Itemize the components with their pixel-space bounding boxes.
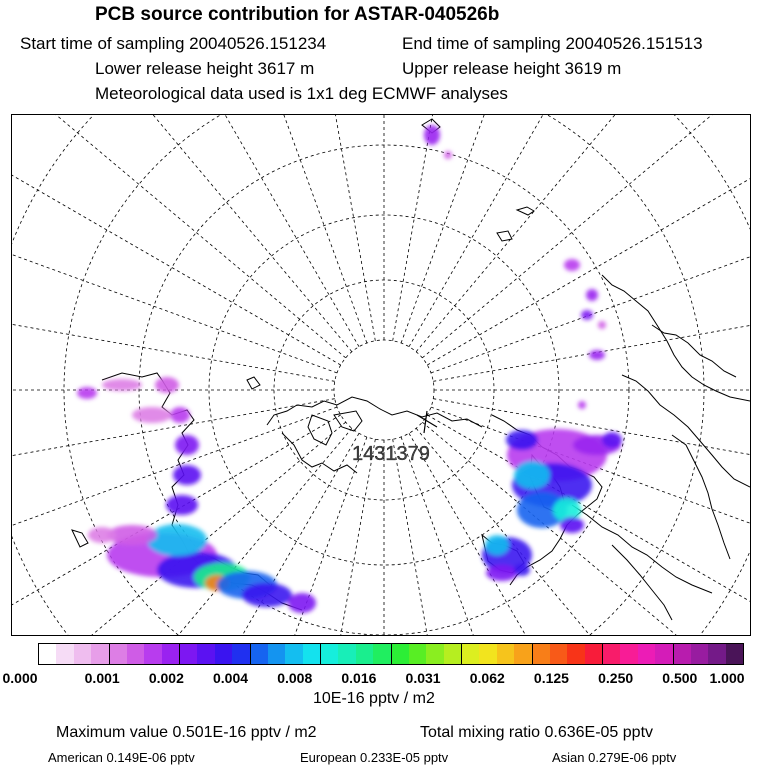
colorbar-segment [144, 644, 161, 664]
colorbar-segment [620, 644, 637, 664]
meridian-line [401, 115, 692, 343]
polar-map [12, 115, 750, 635]
colorbar-segment [514, 644, 532, 664]
colorbar-segment [285, 644, 302, 664]
colorbar-segment [462, 644, 479, 664]
plume-cell [88, 527, 116, 543]
colorbar-unit-label: 10E-16 pptv / m2 [313, 690, 435, 707]
latitude-circle [334, 340, 434, 440]
plume-cell [242, 583, 292, 607]
colorbar-segment [603, 644, 620, 664]
plume-cell [77, 387, 97, 399]
colorbar-segment [708, 644, 725, 664]
american-contribution: American 0.149E-06 pptv [48, 750, 195, 765]
receptor-point-label: 1431379 [352, 443, 430, 465]
plume-cell [514, 564, 530, 576]
plume-cell [589, 350, 605, 360]
plume-cell [506, 430, 538, 450]
colorbar-tick-label: 0.250 [598, 670, 634, 686]
asian-contribution: Asian 0.279E-06 pptv [552, 750, 677, 765]
colorbar-segment [373, 644, 391, 664]
colorbar-segment [268, 644, 285, 664]
plume-cell [514, 461, 550, 489]
colorbar-segment [426, 644, 443, 664]
colorbar-segment [356, 644, 373, 664]
colorbar-tick-label: 0.062 [469, 670, 505, 686]
maximum-value: Maximum value 0.501E-16 pptv / m2 [56, 724, 317, 741]
plume-cell [175, 435, 199, 455]
colorbar-segment [338, 644, 355, 664]
colorbar-segment [674, 644, 691, 664]
colorbar-segment [479, 644, 496, 664]
colorbar-segment [251, 644, 268, 664]
plume-cell [147, 524, 207, 556]
meridian-line [228, 115, 376, 341]
colorbar-segment [567, 644, 584, 664]
plume-cell [578, 401, 586, 409]
meridian-line [12, 115, 341, 365]
colorbar-segment [197, 644, 214, 664]
plume-cell [486, 565, 518, 581]
colorbar [38, 643, 744, 665]
plume-cell [166, 495, 198, 515]
meridian-line [422, 115, 750, 358]
european-contribution: European 0.233E-05 pptv [300, 750, 449, 765]
colorbar-segment [691, 644, 708, 664]
colorbar-segment [162, 644, 180, 664]
colorbar-segment [497, 644, 514, 664]
plume-cell [564, 259, 580, 271]
colorbar-tick-label: 1.000 [709, 670, 745, 686]
plume-cell [586, 289, 598, 301]
plot-title: PCB source contribution for ASTAR-040526b [95, 4, 500, 25]
plume-cell [424, 125, 440, 145]
sampling-end-time: End time of sampling 20040526.151513 [402, 34, 703, 53]
colorbar-segment [56, 644, 73, 664]
colorbar-segment [39, 644, 56, 664]
colorbar-segment [655, 644, 673, 664]
plume-cell [155, 377, 179, 393]
colorbar-segment [91, 644, 109, 664]
sampling-start-time: Start time of sampling 20040526.151234 [20, 34, 327, 53]
plume-cell [132, 407, 172, 423]
meridian-line [433, 234, 750, 382]
plume-cell [560, 517, 584, 533]
colorbar-tick-label: 0.000 [2, 670, 38, 686]
colorbar-tick-label: 0.002 [148, 670, 184, 686]
colorbar-segment [321, 644, 338, 664]
colorbar-segment [585, 644, 603, 664]
meridian-line [427, 115, 750, 365]
colorbar-segment [127, 644, 144, 664]
colorbar-tick-label: 0.500 [662, 670, 698, 686]
plume-cell [444, 151, 452, 159]
plume-cell [288, 593, 316, 613]
polar-map-panel[interactable] [11, 114, 751, 636]
meteorological-data-note: Meteorological data used is 1x1 deg ECMWF analyses [95, 84, 508, 103]
colorbar-tick-label: 0.016 [341, 670, 377, 686]
plume-cell [102, 379, 142, 391]
colorbar-tick-label: 0.008 [277, 670, 313, 686]
meridian-line [393, 115, 541, 341]
meridian-line [12, 115, 352, 352]
colorbar-segment [74, 644, 91, 664]
colorbar-tick-label: 0.001 [84, 670, 120, 686]
plume-cell [602, 432, 622, 448]
meridian-line [409, 115, 750, 347]
plume-cell [581, 310, 593, 320]
colorbar-segment [726, 644, 743, 664]
colorbar-segment [215, 644, 232, 664]
colorbar-tick-label: 0.031 [405, 670, 441, 686]
meridian-line [76, 115, 367, 343]
lower-release-height: Lower release height 3617 m [95, 59, 315, 78]
upper-release-height: Upper release height 3619 m [402, 59, 622, 78]
plume-cell [173, 465, 201, 485]
colorbar-segment [180, 644, 197, 664]
colorbar-segment [232, 644, 250, 664]
meridian-line [12, 234, 335, 382]
plume-cell [485, 535, 509, 555]
colorbar-segment [533, 644, 550, 664]
colorbar-tick-label: 0.004 [213, 670, 249, 686]
plume-cell [598, 321, 606, 329]
colorbar-segment [392, 644, 409, 664]
concentration-plume [77, 125, 622, 613]
colorbar-tick-label: 0.125 [533, 670, 569, 686]
colorbar-segment [409, 644, 426, 664]
colorbar-segment [550, 644, 567, 664]
colorbar-segment [444, 644, 462, 664]
colorbar-segment [110, 644, 127, 664]
colorbar-segment [303, 644, 321, 664]
plume-cell [170, 407, 190, 423]
total-mixing-ratio: Total mixing ratio 0.636E-05 pptv [420, 724, 654, 741]
colorbar-segment [638, 644, 655, 664]
